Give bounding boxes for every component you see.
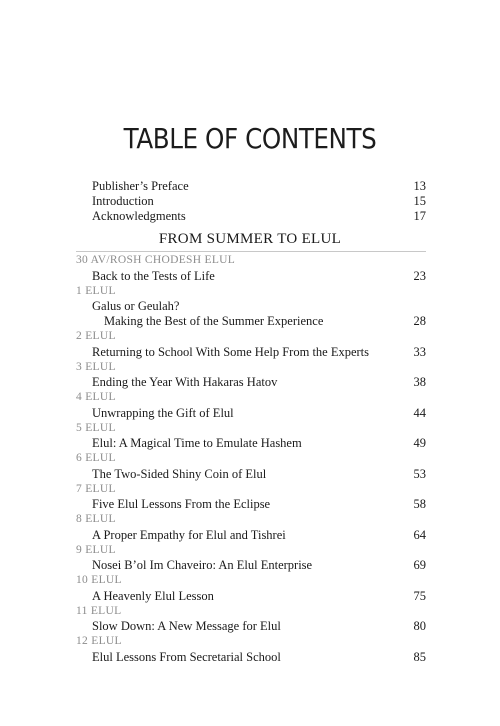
entry-page: 28 xyxy=(413,314,426,328)
toc-entry[interactable] xyxy=(0,618,500,634)
entry-title: A Heavenly Elul Lesson xyxy=(92,589,214,603)
day-label: 2 ELUL xyxy=(76,330,116,342)
day-label: 6 ELUL xyxy=(76,452,116,464)
entry-page: 49 xyxy=(413,436,426,450)
entry-page: 75 xyxy=(413,589,426,603)
entry-page: 23 xyxy=(413,269,426,283)
toc-entry[interactable] xyxy=(0,435,500,451)
page-title: TABLE OF CONTENTS xyxy=(123,122,377,155)
entry-page: 15 xyxy=(413,194,426,208)
entry-title: Elul Lessons From Secretarial School xyxy=(92,650,281,664)
day-label: 7 ELUL xyxy=(76,483,116,495)
day-label: 30 AV/ROSH CHODESH ELUL xyxy=(76,254,236,266)
entry-page: 58 xyxy=(413,497,426,511)
day-label: 11 ELUL xyxy=(76,605,122,617)
entry-title: Galus or Geulah? xyxy=(92,299,180,313)
day-label: 4 ELUL xyxy=(76,391,116,403)
toc-entry[interactable] xyxy=(0,344,500,360)
toc-entry[interactable] xyxy=(0,193,500,209)
entry-title: A Proper Empathy for Elul and Tishrei xyxy=(92,528,286,542)
day-label: 1 ELUL xyxy=(76,285,116,297)
toc-entry[interactable] xyxy=(0,208,500,224)
toc-entry[interactable] xyxy=(0,405,500,421)
section-heading: FROM SUMMER TO ELUL xyxy=(158,231,342,247)
day-label: 8 ELUL xyxy=(76,513,116,525)
day-label: 3 ELUL xyxy=(76,361,116,373)
day-label: 5 ELUL xyxy=(76,422,116,434)
entry-page: 17 xyxy=(413,209,426,223)
entry-title: Publisher’s Preface xyxy=(92,179,189,193)
entry-subtitle: Making the Best of the Summer Experience xyxy=(104,314,324,328)
entry-title: Slow Down: A New Message for Elul xyxy=(92,619,281,633)
entry-page: 44 xyxy=(413,406,426,420)
entry-title: Nosei B’ol Im Chaveiro: An Elul Enterprise xyxy=(92,558,313,572)
entry-page: 38 xyxy=(413,375,426,389)
entry-page: 53 xyxy=(413,467,426,481)
entry-title: Acknowledgments xyxy=(92,209,186,223)
toc-entry[interactable] xyxy=(0,527,500,543)
entry-title: Returning to School With Some Help From the Experts xyxy=(92,345,370,359)
toc-entry[interactable] xyxy=(0,466,500,482)
toc-entry[interactable] xyxy=(0,649,500,665)
toc-entry[interactable] xyxy=(0,374,500,390)
day-label: 9 ELUL xyxy=(76,544,116,556)
day-label: 10 ELUL xyxy=(76,574,122,586)
entry-page: 69 xyxy=(413,558,426,572)
entry-title: Back to the Tests of Life xyxy=(92,269,215,283)
entry-page: 80 xyxy=(413,619,426,633)
entry-page: 33 xyxy=(413,345,426,359)
entry-page: 85 xyxy=(413,650,426,664)
toc-entry[interactable] xyxy=(0,178,500,194)
toc-entry[interactable] xyxy=(0,298,500,314)
entry-title: Unwrapping the Gift of Elul xyxy=(92,406,234,420)
toc-entry[interactable] xyxy=(0,313,500,329)
entry-title: Introduction xyxy=(92,194,154,208)
section-divider xyxy=(76,251,426,252)
toc-entry[interactable] xyxy=(0,268,500,284)
day-label: 12 ELUL xyxy=(76,635,122,647)
entry-title: The Two-Sided Shiny Coin of Elul xyxy=(92,467,267,481)
toc-entry[interactable] xyxy=(0,588,500,604)
toc-entry[interactable] xyxy=(0,496,500,512)
entry-title: Elul: A Magical Time to Emulate Hashem xyxy=(92,436,302,450)
toc-entry[interactable] xyxy=(0,557,500,573)
entry-title: Ending the Year With Hakaras Hatov xyxy=(92,375,278,389)
entry-title: Five Elul Lessons From the Eclipse xyxy=(92,497,271,511)
entry-page: 64 xyxy=(413,528,426,542)
entry-page: 13 xyxy=(413,179,426,193)
